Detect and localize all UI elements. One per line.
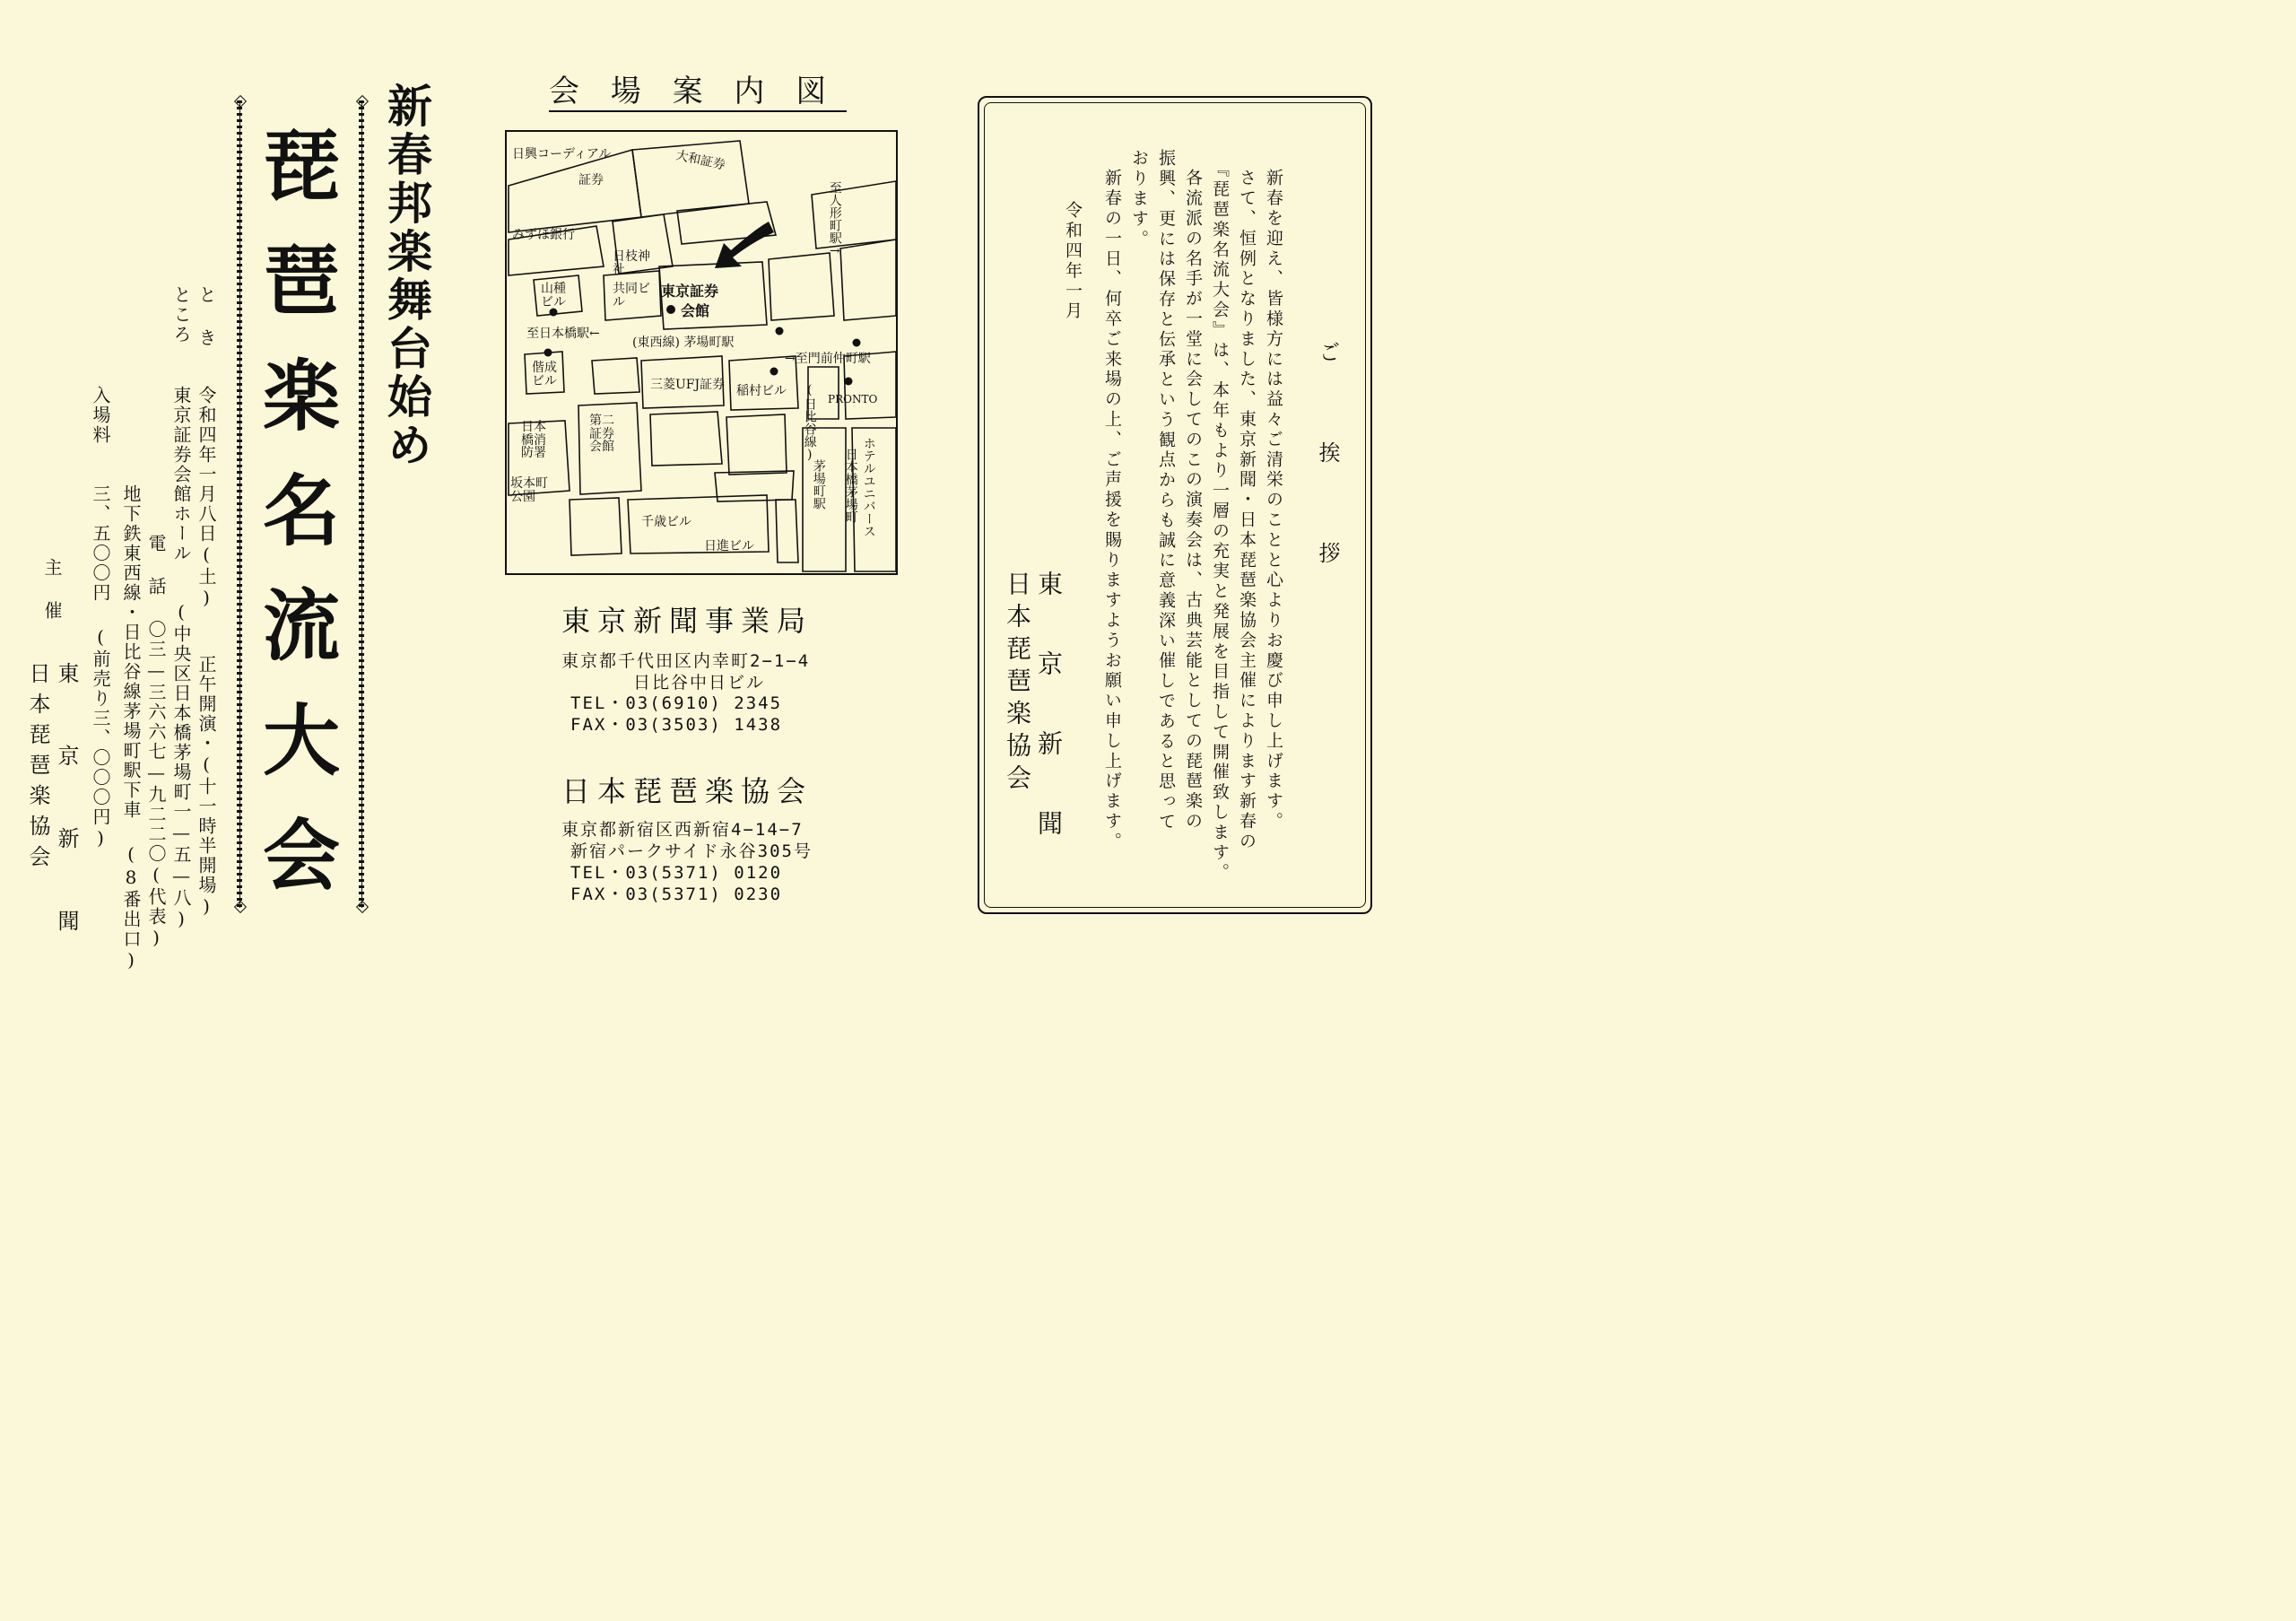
map-label-hie-shrine: 日枝神社 bbox=[613, 249, 650, 277]
map-label-yamato: 大和証券 bbox=[674, 148, 727, 173]
greeting-line-5: 振興、更には保存と伝承という観点からも誠に意義深い催しであると思って bbox=[1156, 149, 1176, 832]
org1-tel: TEL・03(6910) 2345 bbox=[570, 693, 783, 713]
event-date: 令和四年一月八日(土) bbox=[196, 386, 217, 610]
map-label-to-ningyocho: 至人形町駅→ bbox=[827, 181, 842, 258]
map-label-hotel-universe: ホテルユニバース bbox=[861, 437, 876, 537]
host-tokyo-shimbun: 東 京 新 聞 bbox=[54, 662, 79, 949]
org1-building: 日比谷中日ビル bbox=[633, 673, 766, 693]
entry-fee: 三、五〇〇円 (前売り三、〇〇〇円) bbox=[90, 484, 111, 850]
map-label-chitose-bldg: 千歳ビル bbox=[641, 515, 691, 529]
right-chain-border bbox=[357, 100, 366, 908]
map-label-nisshin-bldg: 日進ビル bbox=[704, 539, 754, 553]
greeting-signature-biwa-association: 日本琵琶楽協会 bbox=[1003, 571, 1032, 797]
venue-tel: 電 話 〇三—三六六七—九二二〇(代表) bbox=[145, 534, 167, 950]
map-label-daini-securities: 第二証券会館 bbox=[589, 414, 614, 455]
map-label-nikko: 日興コーディアル bbox=[512, 147, 612, 161]
org2-address: 東京都新宿区西新宿4−14−7 bbox=[561, 820, 804, 840]
map-title-underline bbox=[549, 110, 847, 112]
org1-name: 東京新聞事業局 bbox=[561, 604, 813, 638]
event-venue: 東京証券会館ホール bbox=[170, 386, 192, 563]
venue-access: 地下鉄東西線・日比谷線茅場町駅下車 (8番出口) bbox=[120, 484, 142, 972]
label-when: と き bbox=[196, 285, 217, 348]
left-chain-border bbox=[235, 100, 244, 908]
map-label-venue: 東京証券 bbox=[661, 283, 719, 300]
event-title: 琵琶楽名流大会 bbox=[249, 126, 339, 929]
venue-address: (中央区日本橋茅場町一—五—八) bbox=[170, 601, 192, 931]
greeting-line-4: 各流派の名手が一堂に会してのこの演奏会は、古典芸能としての琵琶楽の bbox=[1183, 169, 1203, 832]
map-label-hotel-nihonbashi: 日本橋茅場町 bbox=[843, 448, 858, 523]
host-biwa-association: 日本琵琶楽協会 bbox=[25, 662, 50, 876]
map-title: 会 場 案 内 図 bbox=[549, 74, 838, 109]
org2-fax: FAX・03(5371) 0230 bbox=[570, 885, 783, 904]
map-label-mufg: 三菱UFJ証券 bbox=[650, 378, 726, 392]
label-where: ところ bbox=[170, 285, 192, 344]
greeting-line-7: 新春の一日、何卒ご来場の上、ご声援を賜りますようお願い申し上げます。 bbox=[1102, 169, 1122, 852]
label-fee: 入場料 bbox=[90, 386, 111, 445]
event-subtitle: 新春邦楽舞台始め bbox=[380, 83, 432, 470]
map-label-yamatane-bldg: 山種ビル bbox=[541, 282, 566, 309]
map-label-bisei-bldg: 偕成ビル bbox=[532, 361, 557, 388]
org2-name: 日本琵琶楽協会 bbox=[561, 774, 813, 808]
org2-building: 新宿パークサイド永谷305号 bbox=[570, 841, 813, 861]
org1-address: 東京都千代田区内幸町2−1−4 bbox=[561, 651, 811, 671]
map-label-kyodo-bldg: 共同ビル bbox=[613, 282, 650, 309]
map-label-to-nihonbashi: 至日本橋駅← bbox=[526, 327, 600, 341]
org2-tel: TEL・03(5371) 0120 bbox=[570, 863, 783, 883]
greeting-line-2: さて、恒例となりました、東京新聞・日本琵琶楽協会主催によります新春の bbox=[1237, 169, 1257, 852]
event-time: 正午開演・(十一時半開場) bbox=[196, 655, 217, 919]
map-label-to-monzen: →至門前仲町駅 bbox=[785, 352, 871, 366]
map-label-sakamoto-park: 坂本町公園 bbox=[510, 476, 548, 504]
map-label-fire-station: 日本橋消防署 bbox=[521, 420, 546, 461]
greeting-line-3: 『琵琶楽名流大会』は、本年もより一層の充実と発展を目指して開催致します。 bbox=[1210, 160, 1230, 884]
greeting-date: 令和四年一月 bbox=[1063, 201, 1083, 322]
venue-map bbox=[505, 130, 898, 575]
map-label-kayabacho-tozai: (東西線) 茅場町駅 bbox=[632, 336, 735, 350]
map-label-mizuho: みずほ銀行 bbox=[512, 228, 575, 242]
label-host: 主 催 bbox=[41, 558, 63, 621]
map-label-pronto: PRONTO bbox=[828, 393, 878, 405]
map-label-venue-hall: 会館 bbox=[681, 302, 710, 319]
map-label-nikko-securities: 証券 bbox=[578, 173, 604, 187]
org1-fax: FAX・03(3503) 1438 bbox=[570, 715, 783, 735]
greeting-line-1: 新春を迎え、皆様方には益々ご清栄のことと心よりお慶び申し上げます。 bbox=[1264, 169, 1283, 832]
venue-pointer-arrow bbox=[715, 222, 774, 268]
map-label-inamura-bldg: 稲村ビル bbox=[736, 384, 787, 398]
greeting-signature-tokyo-shimbun: 東 京 新 聞 bbox=[1034, 571, 1064, 848]
map-label-hibiya-line: (日比谷線) bbox=[802, 383, 817, 462]
map-label-kayabacho-station: 茅場町駅 bbox=[811, 459, 826, 510]
greeting-line-6: おります。 bbox=[1129, 149, 1149, 249]
greeting-heading: ご 挨 拶 bbox=[1315, 341, 1340, 590]
